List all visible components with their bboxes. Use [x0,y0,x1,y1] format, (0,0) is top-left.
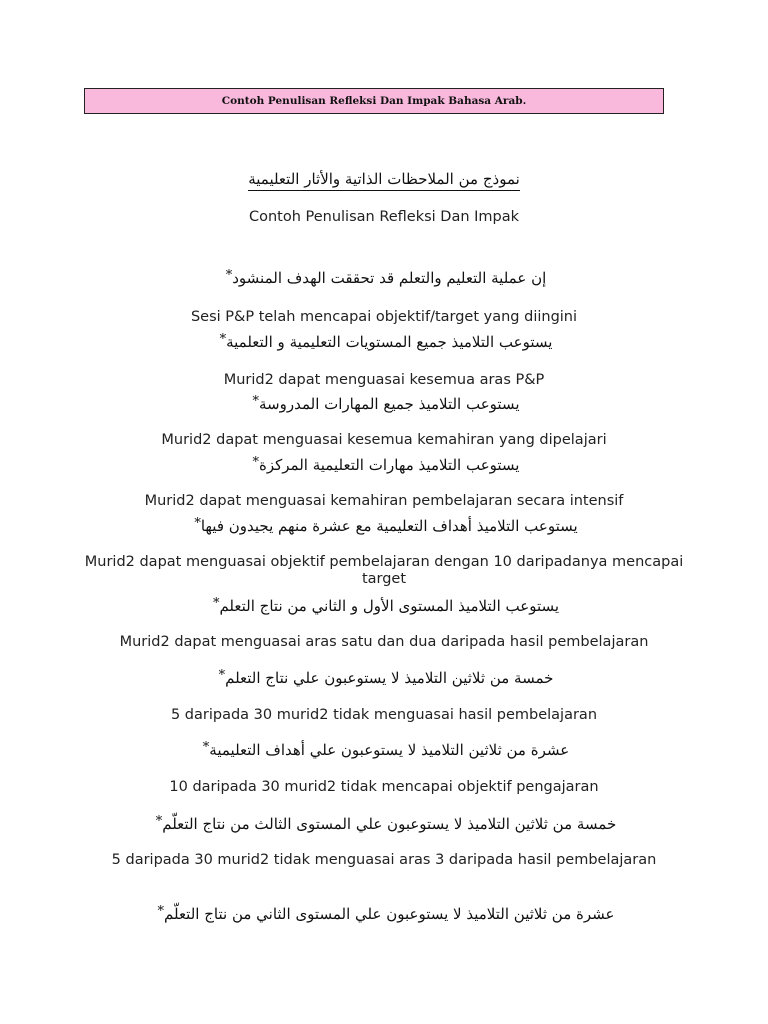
arabic-line [0,740,768,759]
malay-heading: Contoh Penulisan Refleksi Dan Impak [248,209,520,225]
malay-line: Murid2 dapat menguasai objektif pembelajaran dengan 10 daripadanya mencapai target [84,554,684,587]
arabic-line [0,814,768,833]
arabic-heading [0,170,768,188]
asterisk-bullet: * [252,455,259,470]
arabic-line-text: يستوعب التلاميذ جميع المستويات التعليمية و التعلمية [226,333,553,351]
malay-line: 5 daripada 30 murid2 tidak menguasai hasil pembelajaran [170,707,598,723]
arabic-line [0,904,768,923]
asterisk-bullet: * [157,904,164,919]
arabic-line [0,332,768,351]
malay-line: Murid2 dapat menguasai kesemua aras P&P [223,372,545,388]
malay-line: 5 daripada 30 murid2 tidak menguasai aras 3 daripada hasil pembelajaran [111,852,657,868]
arabic-line [0,596,768,615]
asterisk-bullet: * [252,394,259,409]
arabic-line-text: خمسة من ثلاثين التلاميذ لا يستوعبون علي المستوى الثالث من نتاج التعلّم [162,815,617,833]
malay-line: Murid2 dapat menguasai kemahiran pembelajaran secara intensif [144,493,624,509]
asterisk-bullet: * [155,814,163,829]
asterisk-bullet: * [218,668,226,683]
arabic-line [0,455,768,474]
arabic-line-text: يستوعب التلاميذ مهارات التعليمية المركزة [259,456,520,474]
document-title: Contoh Penulisan Refleksi Dan Impak Bahasa Arab. [221,95,527,107]
arabic-line-text: عشرة من ثلاثين التلاميذ لا يستوعبون علي المستوى الثاني من نتاج التعلّم [164,905,615,923]
asterisk-bullet: * [212,596,220,611]
arabic-line [0,268,768,287]
asterisk-bullet: * [219,332,227,347]
arabic-line-text: خمسة من ثلاثين التلاميذ لا يستوعبون علي نتاج التعلم [225,669,554,687]
arabic-line-text: إن عملية التعليم والتعلم قد تحققت الهدف المنشود [232,269,547,287]
malay-line: 10 daripada 30 murid2 tidak mencapai objektif pengajaran [169,779,599,795]
document-title-box [84,88,664,114]
malay-line: Murid2 dapat menguasai aras satu dan dua daripada hasil pembelajaran [119,634,649,650]
arabic-line-text: يستوعب التلاميذ المستوى الأول و الثاني من نتاج التعلم [219,597,560,615]
malay-line: Murid2 dapat menguasai kesemua kemahiran yang dipelajari [161,432,607,448]
arabic-line-text: يستوعب التلاميذ أهداف التعليمية مع عشرة منهم يجيدون فيها [200,517,578,535]
malay-line: Sesi P&P telah mencapai objektif/target yang diingini [190,309,578,325]
asterisk-bullet: * [202,740,210,755]
arabic-heading-text: نموذج من الملاحظات الذاتية والأثار التعليمية [248,170,520,191]
asterisk-bullet: * [194,516,201,531]
arabic-line [0,394,768,413]
arabic-line [0,668,768,687]
arabic-line-text: عشرة من ثلاثين التلاميذ لا يستوعبون علي أهداف التعليمية [209,741,570,759]
arabic-line-text: يستوعب التلاميذ جميع المهارات المدروسة [259,395,520,413]
arabic-line [0,516,768,535]
asterisk-bullet: * [225,268,233,283]
